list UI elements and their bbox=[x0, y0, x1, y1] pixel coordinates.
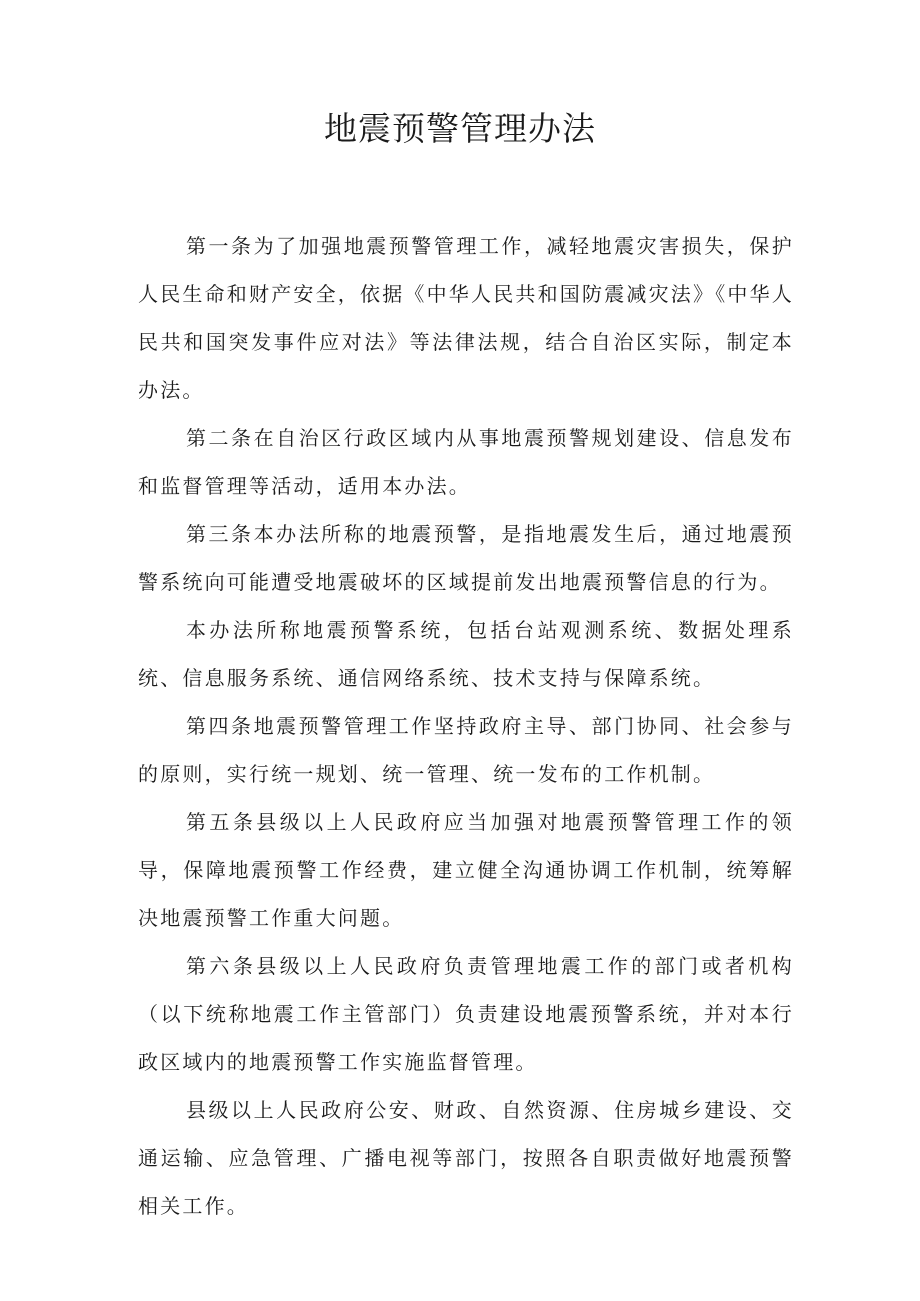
document-title: 地震预警管理办法 bbox=[324, 109, 596, 148]
article-5-paragraph: 第五条县级以上人民政府应当加强对地震预警管理工作的领导，保障地震预警工作经费，建立健全沟通协调工作机制，统筹解决地震预警工作重大问题。 bbox=[138, 810, 794, 930]
article-2-paragraph: 第二条在自治区行政区域内从事地震预警规划建设、信息发布和监督管理等活动，适用本办法。 bbox=[138, 426, 794, 498]
article-4-paragraph: 第四条地震预警管理工作坚持政府主导、部门协同、社会参与的原则，实行统一规划、统一管理、统一发布的工作机制。 bbox=[138, 714, 794, 786]
article-6-supplement-paragraph: 县级以上人民政府公安、财政、自然资源、住房城乡建设、交通运输、应急管理、广播电视等部门，按照各自职责做好地震预警相关工作。 bbox=[138, 1098, 794, 1218]
article-3-supplement-paragraph: 本办法所称地震预警系统，包括台站观测系统、数据处理系统、信息服务系统、通信网络系统、技术支持与保障系统。 bbox=[138, 618, 794, 690]
document-body bbox=[138, 222, 794, 1230]
article-1-paragraph: 第一条为了加强地震预警管理工作，减轻地震灾害损失，保护人民生命和财产安全，依据《中华人民共和国防震减灾法》《中华人民共和国突发事件应对法》等法律法规，结合自治区实际，制定本办法。 bbox=[138, 234, 794, 402]
article-6-paragraph: 第六条县级以上人民政府负责管理地震工作的部门或者机构（以下统称地震工作主管部门）负责建设地震预警系统，并对本行政区域内的地震预警工作实施监督管理。 bbox=[138, 954, 794, 1074]
article-3-paragraph: 第三条本办法所称的地震预警，是指地震发生后，通过地震预警系统向可能遭受地震破坏的区域提前发出地震预警信息的行为。 bbox=[138, 522, 794, 594]
